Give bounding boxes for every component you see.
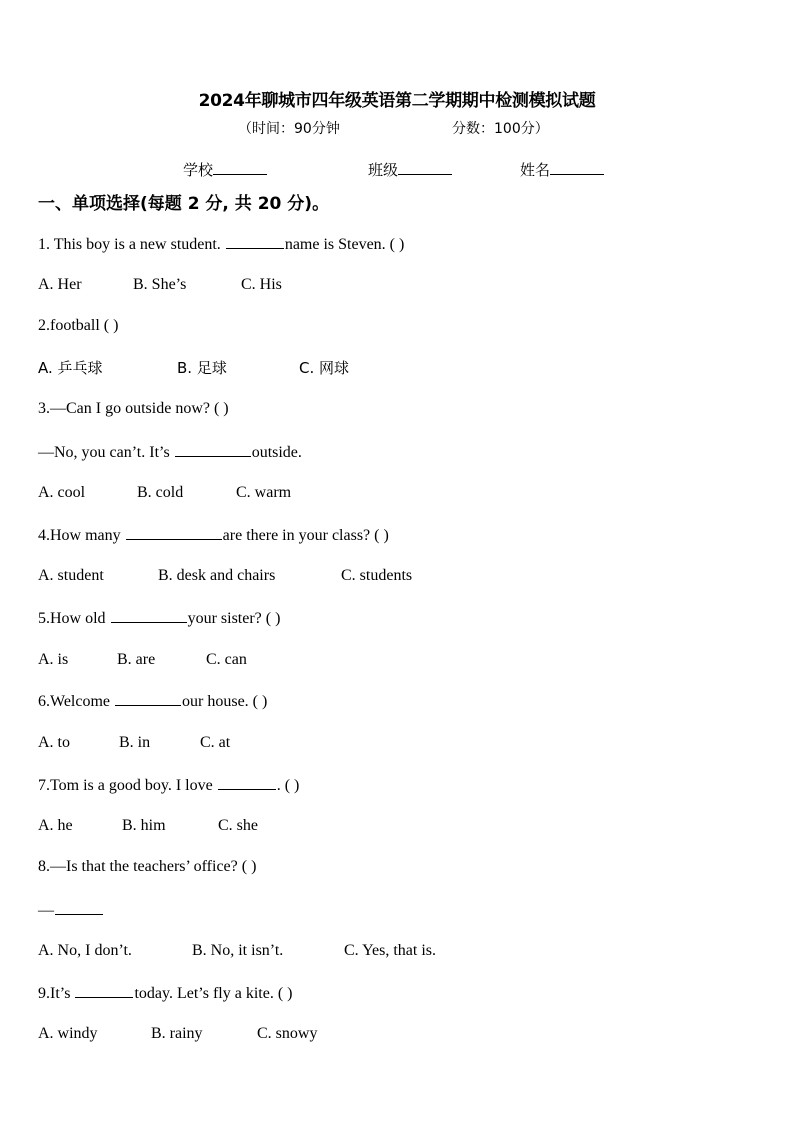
option-c: C. she: [218, 817, 258, 834]
option-a: A. No, I don’t.: [38, 942, 132, 959]
option-c: C. can: [206, 651, 247, 668]
answer-blank: [218, 774, 276, 790]
option-c: C. students: [341, 567, 413, 584]
option-b: B. desk and chairs: [158, 567, 276, 584]
option-b: B. rainy: [151, 1025, 203, 1042]
question-3: 3.—Can I go outside now? ( ): [38, 400, 229, 417]
name-label: 姓名: [520, 161, 551, 179]
answer-blank: [226, 233, 284, 249]
option-b: B. in: [119, 734, 151, 751]
option-b: B. No, it isn’t.: [192, 942, 284, 959]
question-2: 2.football ( ): [38, 317, 119, 334]
option-b: B. She’s: [133, 276, 187, 293]
option-c: C. snowy: [257, 1025, 318, 1042]
answer-blank: [111, 607, 187, 623]
question-3-response: —No, you can’t. It’s outside.: [38, 441, 302, 463]
answer-blank: [175, 441, 251, 457]
question-1: 1. This boy is a new student. name is Steven. ( ): [38, 233, 404, 255]
option-a: A. 乒乓球: [38, 359, 103, 377]
class-label: 班级: [368, 161, 399, 179]
exam-score: 分数：100分）: [452, 121, 549, 137]
option-b: B. 足球: [177, 359, 227, 377]
question-8: 8.—Is that the teachers’ office? ( ): [38, 858, 257, 875]
answer-blank: [55, 899, 103, 915]
question-5: 5.How old your sister? ( ): [38, 607, 280, 629]
option-b: B. cold: [137, 484, 184, 501]
question-7: 7.Tom is a good boy. I love . ( ): [38, 774, 299, 796]
option-a: A. student: [38, 567, 104, 584]
option-a: A. he: [38, 817, 73, 834]
option-b: B. are: [117, 651, 156, 668]
page-title: 2024年聊城市四年级英语第二学期期中检测模拟试题: [198, 91, 596, 111]
class-field: [368, 159, 452, 180]
answer-blank: [126, 524, 222, 540]
question-6: 6.Welcome our house. ( ): [38, 690, 267, 712]
option-c: C. 网球: [299, 359, 350, 377]
option-a: A. is: [38, 651, 69, 668]
option-a: A. cool: [38, 484, 86, 501]
question-9: 9.It’s today. Let’s fly a kite. ( ): [38, 982, 292, 1004]
option-c: C. warm: [236, 484, 292, 501]
option-a: A. Her: [38, 276, 82, 293]
name-field: [520, 159, 604, 180]
option-a: A. to: [38, 734, 70, 751]
question-8-response: —: [38, 899, 104, 921]
class-blank: [398, 160, 452, 175]
answer-blank: [75, 982, 133, 998]
section-heading: 一、单项选择(每题 2 分, 共 20 分)。: [38, 194, 330, 214]
option-c: C. His: [241, 276, 282, 293]
question-4: 4.How many are there in your class? ( ): [38, 524, 389, 546]
school-label: 学校: [183, 161, 214, 179]
exam-time: （时间：90分钟: [238, 121, 340, 137]
option-c: C. Yes, that is.: [344, 942, 437, 959]
school-blank: [213, 160, 267, 175]
option-b: B. him: [122, 817, 166, 834]
name-blank: [550, 160, 604, 175]
school-field: [183, 159, 267, 180]
option-a: A. windy: [38, 1025, 98, 1042]
answer-blank: [115, 690, 181, 706]
option-c: C. at: [200, 734, 231, 751]
